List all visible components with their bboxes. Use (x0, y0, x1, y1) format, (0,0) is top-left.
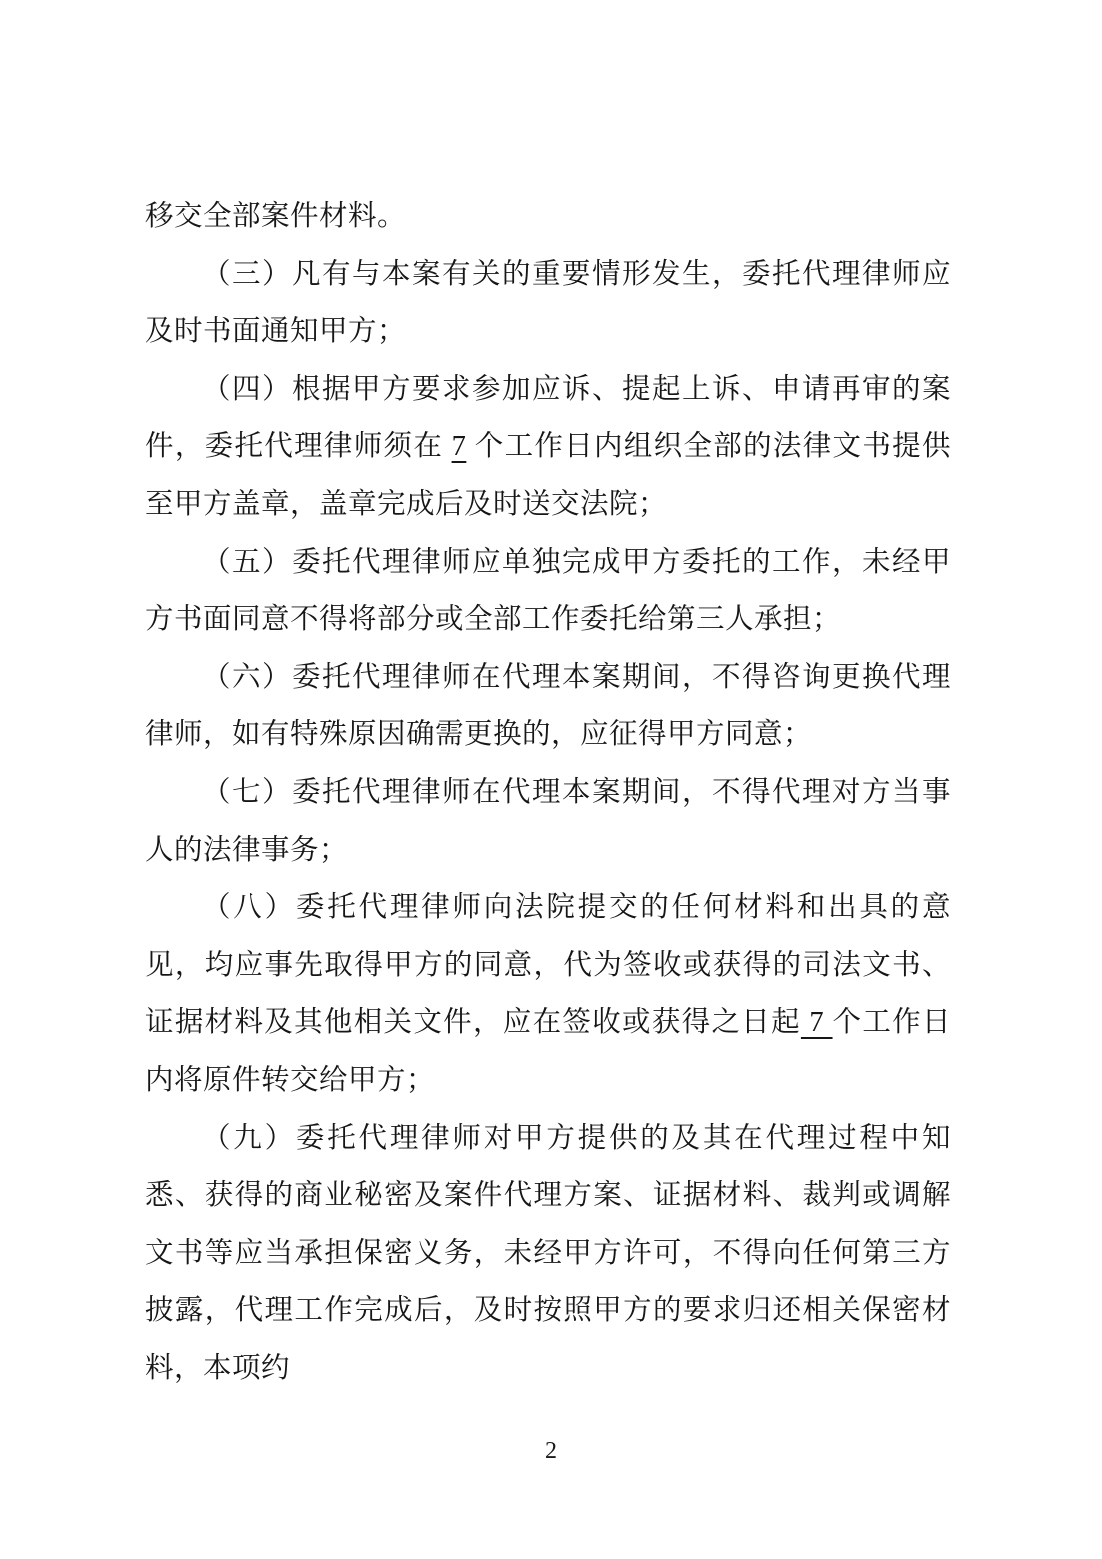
text-segment: （八）委托代理律师向法院提交的任何材料和出具的意见，均应事先取得甲方的同意，代为签收或获得的司法文书、证据材料及其他相关文件，应在签收或获得之日起 (145, 892, 951, 1039)
paragraph (145, 1110, 951, 1398)
text-segment: （九）委托代理律师对甲方提供的及其在代理过程中知悉、获得的商业秘密及案件代理方案、证据材料、裁判或调解文书等应当承担保密义务，未经甲方许可，不得向任何第三方披露，代理工作完成后，及时按照甲方的要求归还相关保密材料，本项约 (145, 1122, 951, 1384)
blank-value: 7 (451, 431, 467, 463)
text-segment: （三）凡有与本案有关的重要情形发生，委托代理律师应及时书面通知甲方； (145, 258, 951, 348)
text-segment: 个工作日内将原件转交给甲方； (145, 1007, 951, 1096)
text-segment: （七）委托代理律师在代理本案期间，不得代理对方当事人的法律事务； (145, 776, 951, 866)
page-footer (0, 1438, 1102, 1465)
text-segment: （四）根据甲方要求参加应诉、提起上诉、申请再审的案件，委托代理律师须在 (145, 373, 951, 463)
paragraph (145, 649, 951, 764)
text-segment: （六）委托代理律师在代理本案期间，不得咨询更换代理律师，如有特殊原因确需更换的，应征得甲方同意； (145, 661, 951, 751)
page-number: 2 (545, 1438, 557, 1464)
document-body (145, 188, 951, 1397)
paragraph (145, 188, 951, 246)
text-segment: （五）委托代理律师应单独完成甲方委托的工作，未经甲方书面同意不得将部分或全部工作委托给第三人承担； (145, 546, 951, 636)
paragraph (145, 534, 951, 649)
blank-value: 7 (800, 1007, 833, 1039)
paragraph (145, 879, 951, 1109)
text-segment: 个工作日内组织全部的法律文书提供至甲方盖章，盖章完成后及时送交法院； (145, 431, 951, 520)
paragraph (145, 361, 951, 534)
text-segment: 移交全部案件材料。 (145, 201, 407, 232)
paragraph (145, 246, 951, 361)
paragraph (145, 764, 951, 879)
